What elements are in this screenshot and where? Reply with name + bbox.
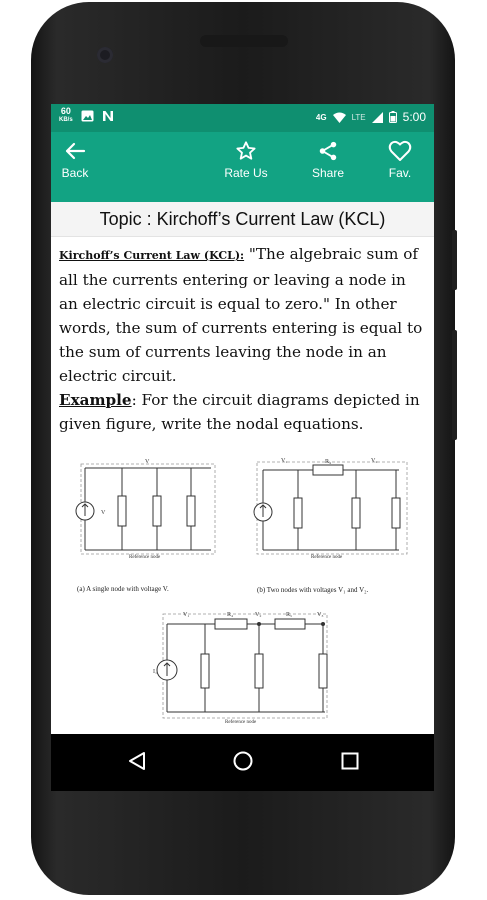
fig-b-caption: (b) Two nodes with voltages V₁ and V₂. <box>257 586 369 594</box>
fig-b-reference-label: Reference node <box>311 555 343 560</box>
topic-title: Topic : Kirchoff’s Current Law (KCL) <box>51 202 434 237</box>
clock: 5:00 <box>402 110 426 124</box>
app-toolbar <box>51 132 434 202</box>
network-type: 4G <box>315 112 327 122</box>
signal-icon <box>372 112 383 123</box>
star-icon <box>235 140 257 162</box>
heart-icon <box>388 140 412 162</box>
battery-icon <box>389 111 397 123</box>
kcl-definition: "The algebraic sum of all the currents entering or leaving a node in an electric circuit is equal to zero." In other words, the sum of currents entering is equal to the sum of currents leaving the node in an electric circuit. <box>59 245 423 385</box>
favourite-button[interactable]: Fav. <box>365 140 435 180</box>
fig-b-v2-label: V₂ <box>371 458 378 464</box>
kcl-term: Kirchoff’s Current Law (KCL): <box>59 249 245 262</box>
status-bar <box>51 104 434 132</box>
network-speed: 60 KB/s <box>59 106 73 123</box>
lte-label: LTE <box>351 112 366 122</box>
back-button[interactable]: Back <box>40 140 110 180</box>
article-text <box>59 242 429 436</box>
screen <box>51 104 434 791</box>
volume-button <box>452 330 457 440</box>
nav-recents-icon[interactable] <box>339 750 361 772</box>
rate-us-button[interactable]: Rate Us <box>211 140 281 180</box>
power-button <box>452 230 457 290</box>
fig-a-reference-label: Reference node <box>129 555 161 560</box>
wifi-icon <box>333 112 346 123</box>
n-notification-icon <box>102 110 114 122</box>
fig-b-resistor-label: R₄ <box>325 459 332 465</box>
navigation-bar <box>51 734 434 791</box>
front-camera <box>97 47 113 63</box>
earpiece-speaker <box>200 35 288 47</box>
back-arrow-icon <box>64 140 86 162</box>
fig-a-top-label: V <box>145 459 150 465</box>
fig-c-v1-label: V₁ <box>183 612 190 618</box>
circuit-figure-a <box>75 456 225 599</box>
fig-a-caption: (a) A single node with voltage V. <box>77 585 169 593</box>
gallery-icon <box>81 110 94 122</box>
fig-c-v3-label: V₃ <box>317 612 324 618</box>
nav-back-icon[interactable] <box>126 750 148 772</box>
fig-a-source-label: V <box>101 510 106 516</box>
fig-c-source-label: I₁ <box>153 669 158 675</box>
circuit-figure-b <box>251 454 421 599</box>
share-icon <box>317 140 339 162</box>
circuit-figure-c <box>155 604 335 729</box>
fig-b-v1-label: V₁ <box>281 458 288 464</box>
fig-c-r4-label: R₄ <box>227 612 234 618</box>
nav-home-icon[interactable] <box>232 750 254 772</box>
fig-c-v2-label: V₂ <box>255 612 262 618</box>
fig-c-r5-label: R₅ <box>286 612 293 618</box>
share-button[interactable]: Share <box>293 140 363 180</box>
example-term: Example <box>59 391 132 409</box>
fig-c-reference-label: Reference node <box>225 720 257 725</box>
example-text: : For the circuit diagrams depicted in given figure, write the nodal equations. <box>59 391 420 433</box>
